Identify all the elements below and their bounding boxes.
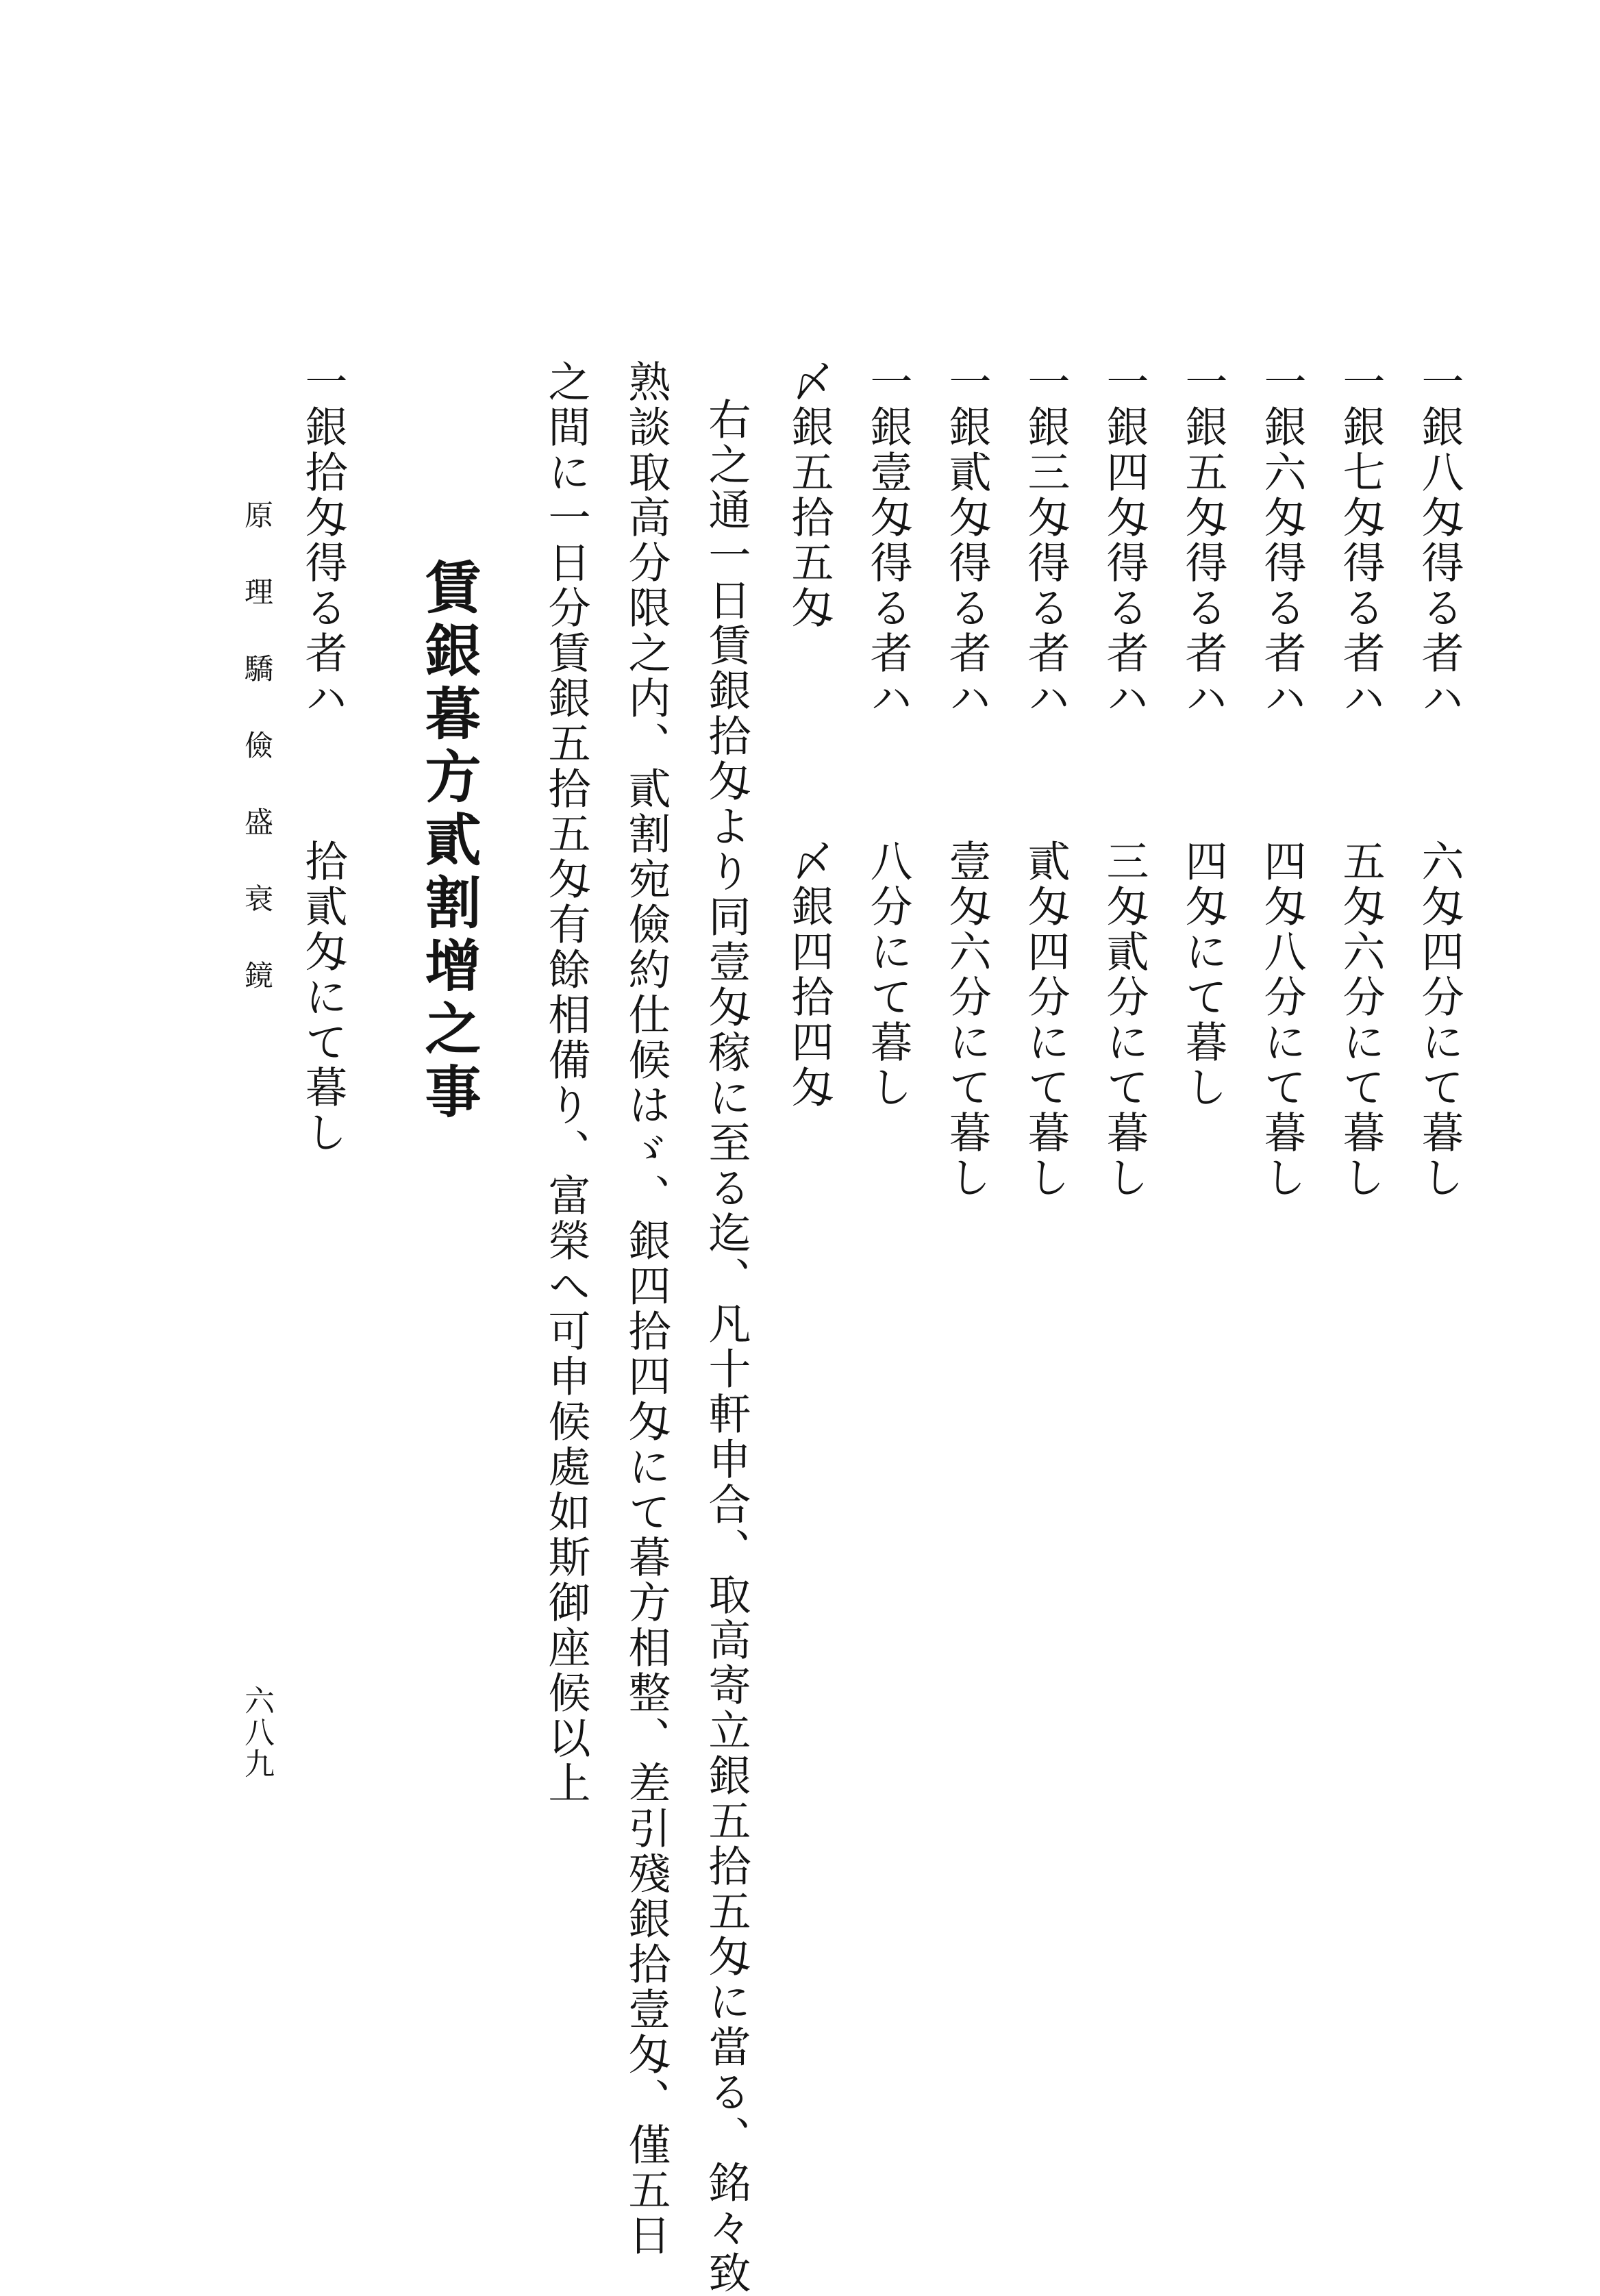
paragraph-line: 之間に一日分賃銀五拾五匁有餘相備り、富榮へ可申候處如斯御座候以上 [541,360,591,1806]
ledger-row-amount: 拾貳匁にて暮し [298,839,348,1156]
ledger-row-item: 一銀六匁得る者ハ [1257,360,1307,721]
ledger-row-item: 一銀七匁得る者ハ [1336,360,1386,721]
ledger-row-amount: 八分にて暮し [863,839,913,1110]
ledger-row-amount: 六匁四分にて暮し [1414,839,1464,1201]
running-title: 原理驕儉盛衰鏡 [240,500,274,1037]
ledger-row-amount: 三匁貳分にて暮し [1099,839,1149,1201]
ledger-row-amount: 貳匁四分にて暮し [1021,839,1071,1201]
paragraph-line: 熟談取高分限之内、貳割宛儉約仕候はゞ、銀四拾四匁にて暮方相整、差引殘銀拾壹匁、僅五日 [621,360,671,2258]
ledger-row-item: 一銀貳匁得る者ハ [942,360,992,721]
ledger-row-item: 一銀三匁得る者ハ [1021,360,1071,721]
ledger-row-amount: 壹匁六分にて暮し [942,839,992,1201]
section-heading: 賃銀暮方貳割增之事 [416,558,482,1125]
ledger-row-item: 一銀四匁得る者ハ [1099,360,1149,721]
ledger-row-amount: 四匁八分にて暮し [1257,839,1307,1201]
ledger-row-item: 一銀拾匁得る者ハ [298,360,348,721]
ledger-row-amount: 五匁六分にて暮し [1336,839,1386,1201]
total-income: 〆銀五拾五匁 [784,360,834,631]
page-number: 六八九 [239,1685,274,1780]
total-expense: 〆銀四拾四匁 [784,839,834,1110]
paragraph-line: 右之通一日賃銀拾匁より同壹匁稼に至る迄、凡十軒申合、取高寄立銀五拾五匁に當る、銘々致 [701,397,751,2296]
ledger-row-amount: 四匁にて暮し [1178,839,1228,1110]
ledger-row-item: 一銀壹匁得る者ハ [863,360,913,721]
ledger-row-item: 一銀五匁得る者ハ [1178,360,1228,721]
ledger-row-item: 一銀八匁得る者ハ [1414,360,1464,721]
